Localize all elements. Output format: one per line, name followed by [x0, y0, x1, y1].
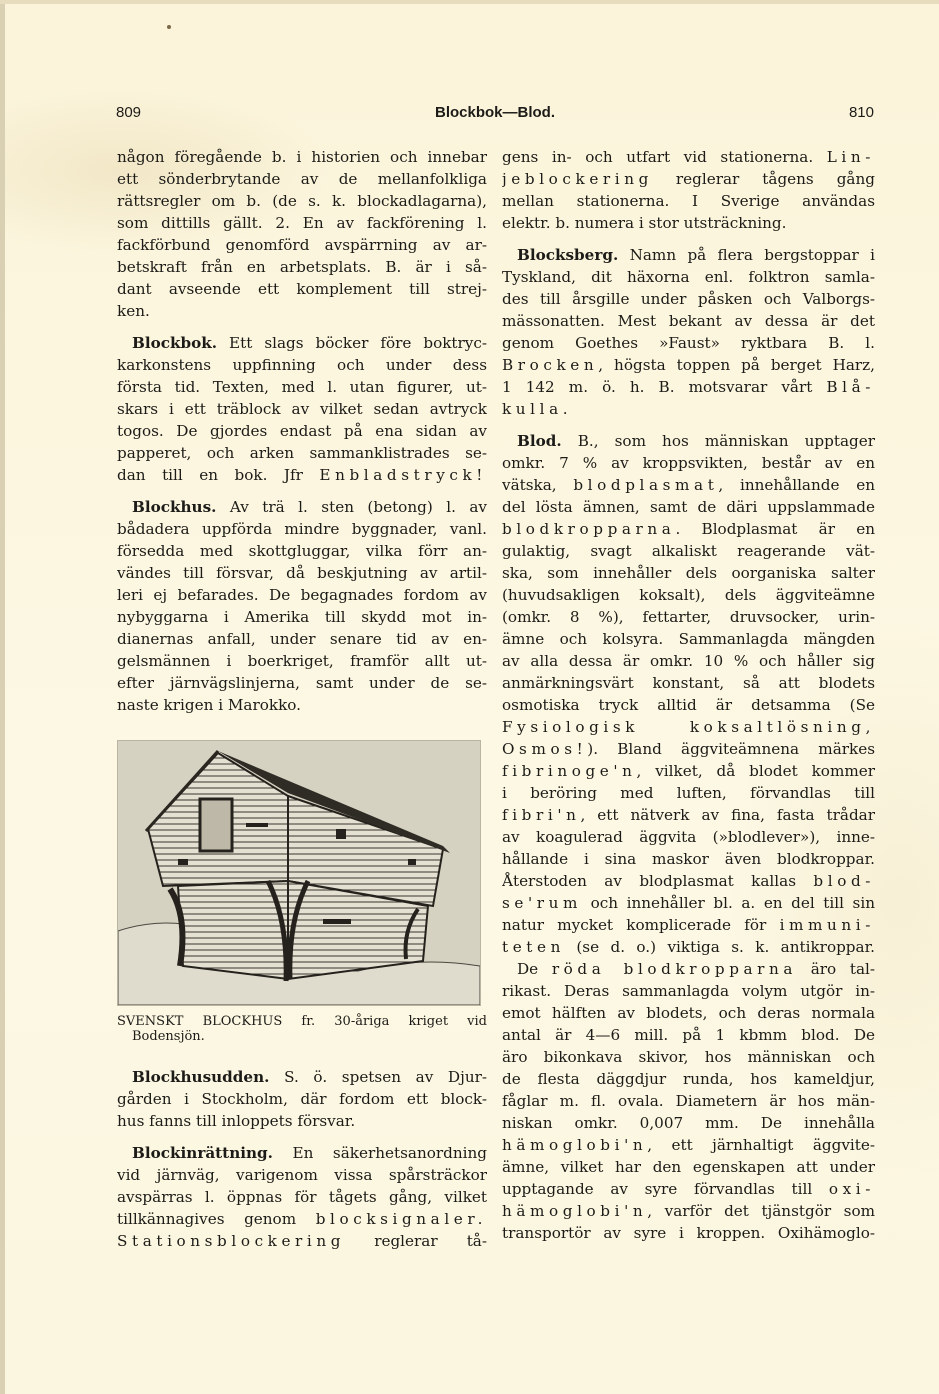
text-span: tillkännagives genom [117, 1210, 316, 1228]
text-line: någon föregående b. i historien och innebar [117, 148, 487, 166]
text-line: rikast. Deras sammanlagda volym utgör in- [502, 982, 875, 1000]
text-line: mässonatten. Mest bekant av dessa är det [502, 312, 875, 330]
cross-reference: Osmos! [502, 740, 588, 758]
spaced-term: Stationsblockering [117, 1232, 346, 1250]
spaced-term: jeblockering [502, 170, 653, 188]
text-line: dianernas anfall, under senare tid av en- [117, 630, 487, 648]
text-line: vändes till försvar, då beskjutning av artil- [117, 564, 487, 582]
text-span: Återstoden av blodplasmat kallas [502, 872, 814, 890]
headword: Blockhus. [132, 498, 217, 516]
text-line: niskan omkr. 0,007 mm. De innehålla [502, 1114, 875, 1132]
text-line: gulaktig, svagt alkaliskt reagerande vät- [502, 542, 875, 560]
entry-continuation-right [502, 146, 875, 234]
text-span: B., som hos människan upptager [561, 432, 875, 450]
text-span: vätska, [502, 476, 574, 494]
text-line: fackförbund genomförd avspärrning av ar- [117, 236, 487, 254]
entry-blod [502, 430, 875, 1244]
spaced-term: hämoglobi'n [502, 1136, 648, 1154]
text-span: , innehållande en [718, 476, 875, 494]
text-line: emot hälften av blodets, och deras normala [502, 1004, 875, 1022]
text-line: avspärras l. öppnas för tågets gång, vilket [117, 1188, 487, 1206]
text-span: , ett järnhaltigt äggvite- [647, 1136, 875, 1154]
entry-blockhus [117, 496, 487, 716]
entry-blocksberg [502, 244, 875, 420]
text-line: osmotiska tryck alltid är detsamma (Se [502, 696, 875, 714]
caption-line: SVENSKT BLOCKHUS fr. 30-åriga kriget vid [117, 1014, 487, 1029]
spaced-term: koksaltlösning, [689, 718, 875, 736]
blockhouse-illustration [117, 740, 481, 1006]
text-line: papperet, och arken sammanklistrades se- [117, 444, 487, 462]
text-line: ska, som innehåller dels oorganiska salter [502, 564, 875, 582]
text-span: gens in- och utfart vid stationerna. [502, 148, 827, 166]
spaced-term: röda blodkropparna [551, 960, 798, 978]
text-line: efter järnvägslinjerna, samt under de se- [117, 674, 487, 692]
spaced-term: Lin- [826, 148, 875, 166]
text-line: anmärkningsvärt konstant, så att blodets [502, 674, 875, 692]
text-span: reglerar tå- [345, 1232, 487, 1250]
text-line: (omkr. 8 %), fettarter, druvsocker, urin- [502, 608, 875, 626]
text-line: transportör av syre i kroppen. Oxihämoglo- [502, 1224, 875, 1242]
spaced-term: fibri'n [502, 806, 581, 824]
text-line: ett sönderbrytande av de mellanfolkliga [117, 170, 487, 188]
spaced-term: oxi- [828, 1180, 875, 1198]
text-span: äro tal- [797, 960, 875, 978]
text-span: natur mycket komplicerade för [502, 916, 780, 934]
text-line: av koagulerad äggvita (»blodlever»), inne- [502, 828, 875, 846]
headword: Blockinrättning. [132, 1144, 273, 1162]
entry-blockinrattning [117, 1142, 487, 1252]
text-line: ken. [117, 302, 150, 320]
text-line: hållande i sina maskor även blodkroppar. [502, 850, 875, 868]
text-line: (huvudsakligen koksalt), dels äggviteämne [502, 586, 875, 604]
text-line: försedda med skottgluggar, vilka förr an- [117, 542, 487, 560]
text-span: Namn på flera bergstoppar i [618, 246, 875, 264]
blockhouse-drawing-icon [118, 741, 480, 1005]
text-span: (se d. o.) viktiga s. k. antikroppar. [564, 938, 875, 956]
spaced-term: kulla. [502, 400, 573, 418]
text-span: S. ö. spetsen av Djur- [269, 1068, 487, 1086]
text-line: bådadera uppförda mindre byggnader, vanl. [117, 520, 487, 538]
spaced-term: hämoglobi'n [502, 1202, 648, 1220]
figure-caption [117, 1014, 487, 1044]
text-span: En säkerhetsanordning [272, 1144, 487, 1162]
text-line: vid järnväg, varigenom vissa spårsträckor [117, 1166, 487, 1184]
entry-blockbok [117, 332, 487, 486]
text-line: nybyggarna i Amerika till skydd mot in- [117, 608, 487, 626]
cross-reference: Enbladstryck! [319, 466, 487, 484]
text-span: ). Bland äggviteämnena märkes [587, 740, 875, 758]
text-line: antal är 4—6 mill. på 1 kbmm blod. De [502, 1026, 875, 1044]
text-line: dant avseende ett komplement till strej- [117, 280, 487, 298]
text-line: mellan stationerna. I Sverige användas [502, 192, 875, 210]
text-span: , högsta toppen på berget Harz, [598, 356, 875, 374]
text-line: ämne, vilket har den egenskapen att under [502, 1158, 875, 1176]
text-line: ämne och kolsyra. Sammanlagda mängden [502, 630, 875, 648]
spaced-term: Fysiologisk [502, 718, 640, 736]
text-line: de flesta däggdjur runda, hos kameldjur, [502, 1070, 875, 1088]
text-line: del lösta ämnen, samt de däri uppslammade [502, 498, 875, 516]
text-line: omkr. 7 % av kroppsvikten, består av en [502, 454, 875, 472]
text-span: reglerar tågens gång [652, 170, 875, 188]
page-number-right: 810 [848, 104, 874, 121]
page-edge [0, 0, 5, 1394]
text-line: äro bikonkava skivor, hos människan och [502, 1048, 875, 1066]
page-number-left: 809 [116, 104, 142, 121]
headword: Blod. [517, 432, 562, 450]
text-line: första tid. Texten, med l. utan figurer, ut- [117, 378, 487, 396]
text-line: genom Goethes »Faust» ryktbara B. l. [502, 334, 875, 352]
text-span: dan till en bok. Jfr [117, 466, 320, 484]
headword: Blocksberg. [517, 246, 619, 264]
spaced-term: Blå- [826, 378, 875, 396]
right-column [502, 146, 875, 1244]
text-line: gården i Stockholm, där fordom ett block- [117, 1090, 487, 1108]
text-line: elektr. b. numera i stor utsträckning. [502, 214, 787, 232]
text-line: betskraft från en arbetsplats. B. är i så- [117, 258, 487, 276]
paper-speck [167, 25, 171, 29]
entry-continuation [117, 146, 487, 322]
text-line: i beröring med luften, förvandlas till [502, 784, 875, 802]
text-span: , varför det tjänstgör som [647, 1202, 875, 1220]
left-column-lower [117, 1066, 487, 1252]
text-line: des till årsgille under påsken och Valborgs- [502, 290, 875, 308]
text-span: Av trä l. sten (betong) l. av [216, 498, 487, 516]
spaced-term: fibrinoge'n [502, 762, 637, 780]
text-span: och innehåller bl. a. en del till sin [582, 894, 875, 912]
running-header [116, 104, 874, 126]
running-title: Blockbok—Blod. [434, 104, 555, 121]
text-line: hus fanns till inloppets försvar. [117, 1112, 356, 1130]
spaced-term: immuni- [779, 916, 875, 934]
spaced-term: blod- [813, 872, 875, 890]
text-span: . Blodplasmat är en [675, 520, 875, 538]
text-line: togos. De gjordes endast på ena sidan av [117, 422, 487, 440]
text-span: upptagande av syre förvandlas till [502, 1180, 829, 1198]
page-edge-top [0, 0, 939, 4]
spaced-term: teten [502, 938, 565, 956]
text-line: som dittills gällt. 2. En av fackförening l. [117, 214, 487, 232]
text-line: karkonstens uppfinning och under dess [117, 356, 487, 374]
spaced-term: blodkropparna [502, 520, 676, 538]
caption-line: Bodensjön. [132, 1029, 205, 1044]
spaced-term: Brocken [502, 356, 599, 374]
entry-blockhusudden [117, 1066, 487, 1132]
spaced-term: blodplasmat [573, 476, 719, 494]
text-line: leri ej befarades. De begagnades fordom av [117, 586, 487, 604]
left-column [117, 146, 487, 716]
text-line: Tyskland, dit häxorna enl. folktron samla- [502, 268, 875, 286]
text-span: 1 142 m. ö. h. B. motsvarar vårt [502, 378, 827, 396]
headword: Blockhusudden. [132, 1068, 270, 1086]
text-span: , vilket, då blodet kommer [636, 762, 875, 780]
text-line: naste krigen i Marokko. [117, 696, 301, 714]
spaced-term: se'rum [502, 894, 582, 912]
spaced-term: blocksignaler. [315, 1210, 487, 1228]
text-span: De [517, 960, 552, 978]
text-span: , ett nätverk av fina, fasta trådar [580, 806, 875, 824]
text-line: av alla dessa är omkr. 10 % och håller sig [502, 652, 875, 670]
text-line: skars i ett träblock av vilket sedan avtryck [117, 400, 487, 418]
headword: Blockbok. [132, 334, 218, 352]
text-line: gelsmännen i boerkriget, framför allt ut- [117, 652, 487, 670]
text-span: Ett slags böcker före boktryc- [217, 334, 487, 352]
text-line: fåglar m. fl. ovala. Diametern är hos män- [502, 1092, 875, 1110]
text-line: rättsregler om b. (de s. k. blockadlagarna), [117, 192, 487, 210]
